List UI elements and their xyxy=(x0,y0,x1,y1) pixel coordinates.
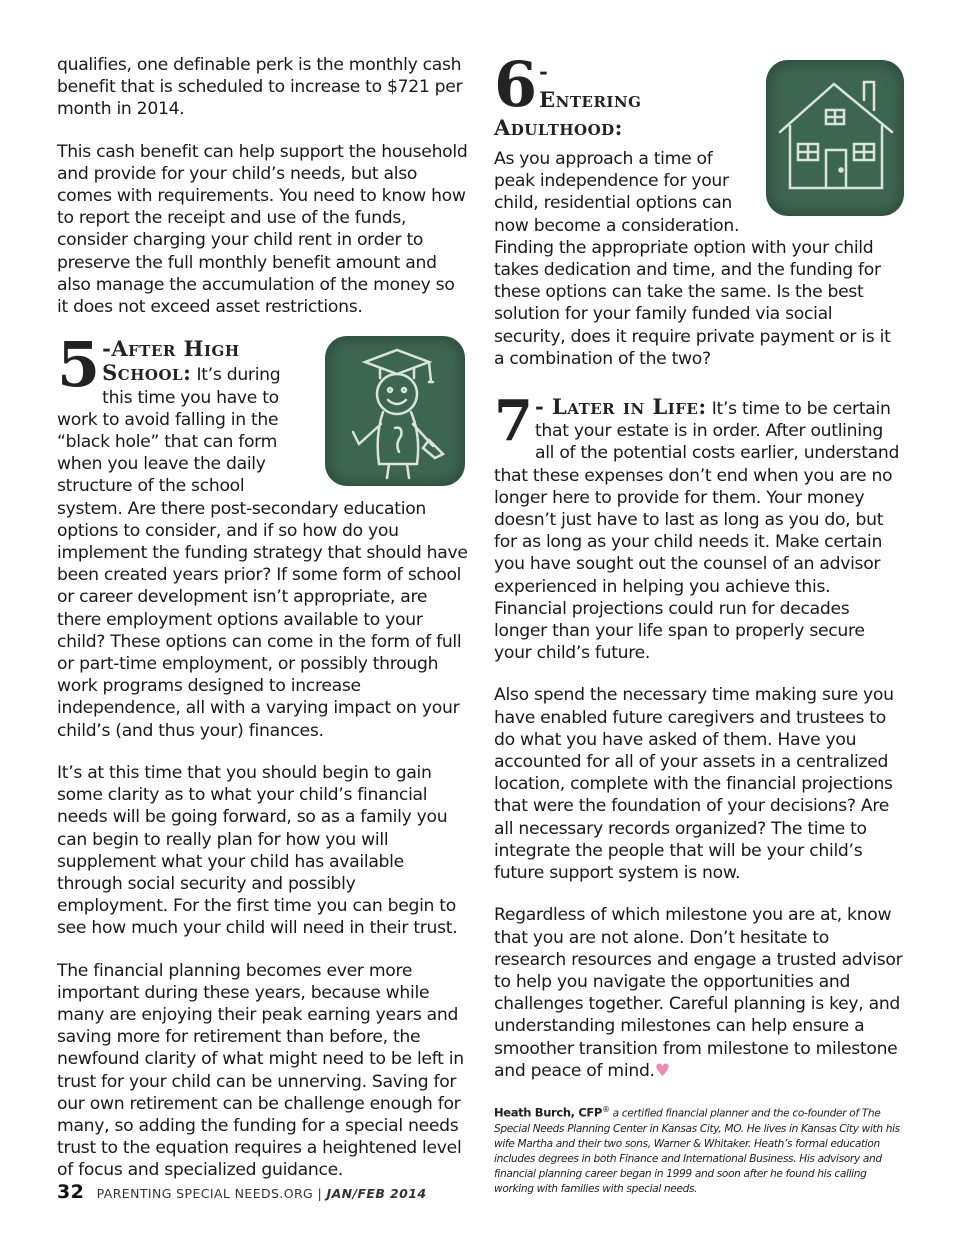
section-6-body: As you approach a time of peak independence for your child, residential options can now become a consideration. Finding the appropriate option with your child takes dedication and time, and the funding for these options can take the same. Is the best solution for your family funded via social security, does it require private payment or is it a combination of the two? xyxy=(494,149,891,369)
publication-name: PARENTING SPECIAL NEEDS.ORG xyxy=(96,1186,314,1201)
graduate-chalk-icon xyxy=(325,336,465,486)
section-6-heading: - Entering Adulthood: xyxy=(494,59,642,140)
paragraph-cash-benefit: qualifies, one definable perk is the monthly cash benefit that is scheduled to increase to $721 per month in 2014. xyxy=(57,55,463,120)
page-footer xyxy=(57,1181,426,1203)
paragraph-financial-planning: The financial planning becomes ever more important during these years, because while many are enjoying their peak earning years and saving more for retirement than before, the newfound clarity of what might need to be left in trust for your child can be unnerving. Saving for our own retirement can be challenge enough for many, so adding the funding for a special needs trust to the equation requires a heightened level of focus and specialized guidance. xyxy=(57,960,464,1181)
section-7-body: It’s time to be certain that your estate is in order. After outlining all of the potential costs earlier, understand that these expenses don’t end when you are no longer here to provide for them. Your money doesn’t just have to last as long as you do, but for as long as your child needs it. Make certain you have sought out the counsel of an advisor experienced in helping you achieve this. Financial projections could run for decades longer than your life span to properly secure your child’s future. xyxy=(494,399,900,664)
footer-separator: | xyxy=(317,1186,323,1201)
section-7-heading: - Later in Life: xyxy=(534,394,707,420)
section-after-high-school xyxy=(57,328,469,742)
house-chalk-icon xyxy=(766,60,904,216)
paragraph-cash-requirements: This cash benefit can help support the household and provide for your child’s needs, but also comes with requirements. You need to know how to report the receipt and use of the funds, consider charging your child rent in order to preserve the full monthly benefit amount and also manage the accumulation of the money so it does not exceed asset restrictions. xyxy=(57,141,468,318)
paragraph-clarity: It’s at this time that you should begin to gain some clarity as to what your child’s financial needs will be going forward, so as a family you can begin to really plan for how you will supplement what your child has available through social security and possibly employment. For the first time you can begin to see how much your child will need in their trust. xyxy=(57,762,458,939)
right-column xyxy=(494,48,904,1198)
section-later-in-life xyxy=(494,390,904,664)
author-bio xyxy=(494,1102,904,1198)
section-entering-adulthood xyxy=(494,48,904,370)
left-column xyxy=(57,54,469,1202)
registered-mark: ® xyxy=(602,1104,610,1114)
conclusion-text: Regardless of which milestone you are at, know that you are not alone. Don’t hesitate to research resources and engage a trusted advisor to help you navigate the opportunities and challenges together. Careful planning is key, and understanding milestones can help ensure a smoother transition from milestone to milestone and peace of mind. xyxy=(494,905,903,1081)
author-bio-text: a certified financial planner and the co-founder of The Special Needs Planning Center in Kansas City, MO. He lives in Kansas City with his wife Martha and their two sons, Warner & Whitaker. Heath’s formal education includes degrees in both Finance and International Business. His advisory and financial planning career began in 1999 and soon after he found his calling working with families with special needs. xyxy=(494,1107,900,1196)
section-7-number: 7 xyxy=(494,388,531,455)
heart-icon: ♥ xyxy=(654,1060,670,1081)
issue-date: JAN/FEB 2014 xyxy=(326,1186,427,1201)
section-5-number: 5 xyxy=(57,328,99,402)
author-name: Heath Burch, CFP xyxy=(494,1105,602,1120)
paragraph-conclusion xyxy=(494,904,904,1082)
page-number: 32 xyxy=(57,1181,85,1203)
section-6-number: 6 xyxy=(494,48,536,121)
section-5-heading: -After High School: xyxy=(102,336,240,386)
section-5-body: It’s during this time you have to work to avoid falling in the “black hole” that can form when you leave the daily structure of the school system. Are there post-secondary education options to consider, and if so how do you implement the funding strategy that should have been created years prior? If some form of school or career development isn’t appropriate, are there employment options available to your child? These options can come in the form of full or part-time employment, or possibly through work programs designed to increase independence, all with a varying impact on your child’s (and thus your) finances. xyxy=(57,365,468,741)
paragraph-caregivers: Also spend the necessary time making sure you have enabled future caregivers and trustees to do what you have asked of them. Have you accounted for all of your assets in a centralized location, complete with the financial projections that were the foundation of your decisions? Are all necessary records organized? The time to integrate the people that will be your child’s future support system is now. xyxy=(494,685,894,884)
